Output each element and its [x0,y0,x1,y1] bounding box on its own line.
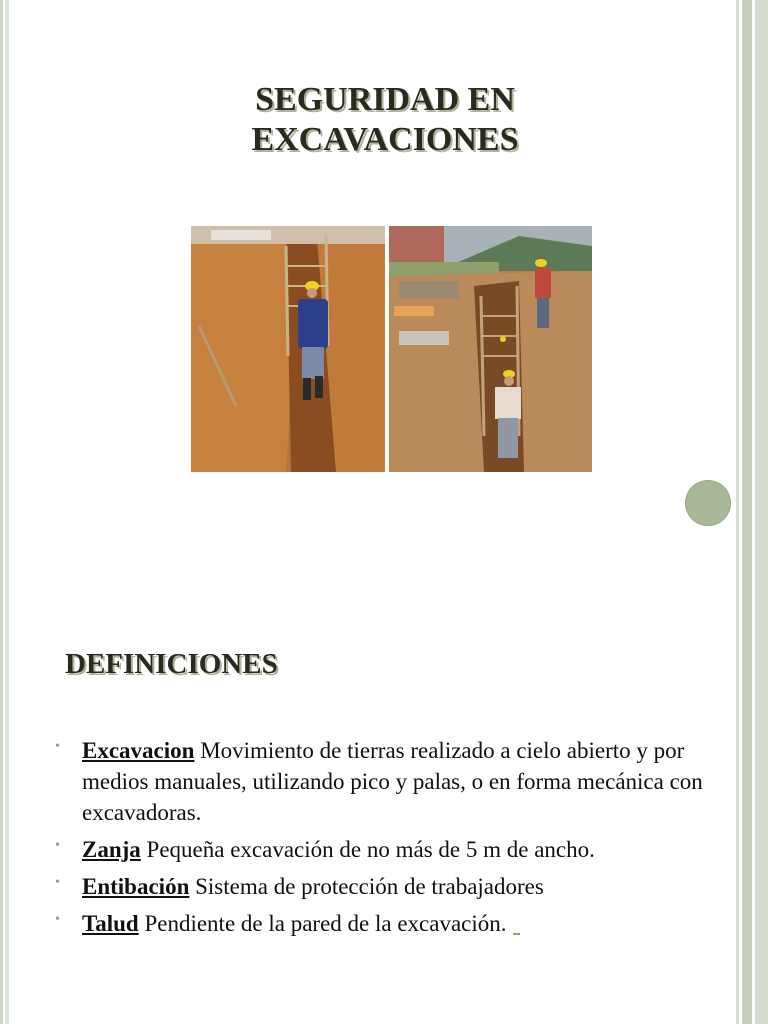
excavation-photos [191,226,592,472]
bullet-icon: • [55,739,60,754]
worker-in-trench-photo [191,226,385,472]
definition-term: Zanja [82,837,141,862]
list-item [55,908,705,939]
list-item [55,834,705,865]
definition-term: Talud [82,911,139,936]
definition-text: Pequeña excavación de no más de 5 m de ancho. [140,837,595,862]
definition-term: Entibación [82,874,190,899]
list-item [55,871,705,902]
definitions-heading: DEFINICIONES [65,648,278,680]
definition-term: Excavacion [82,738,195,763]
slide-title [150,80,620,160]
decorative-circle [685,480,731,526]
bullet-icon: • [55,838,60,853]
cursor-mark [513,933,520,935]
page-right-border [734,0,768,1024]
definition-text: Movimiento de tierras realizado a cielo abierto y por medios manuales, utilizando pico y palas, o en forma mecánica con excavadoras. [82,738,703,825]
list-item [55,735,705,828]
bullet-icon: • [55,875,60,890]
bullet-icon: • [55,912,60,927]
definitions-list [55,735,705,945]
page-left-border [0,0,10,1024]
shored-trench-photo [389,226,592,472]
definition-text: Sistema de protección de trabajadores [189,874,544,899]
slide-title-line-1: SEGURIDAD EN [255,81,515,118]
slide-title-line-2: EXCAVACIONES [251,121,519,158]
definition-text: Pendiente de la pared de la excavación. [138,911,507,936]
